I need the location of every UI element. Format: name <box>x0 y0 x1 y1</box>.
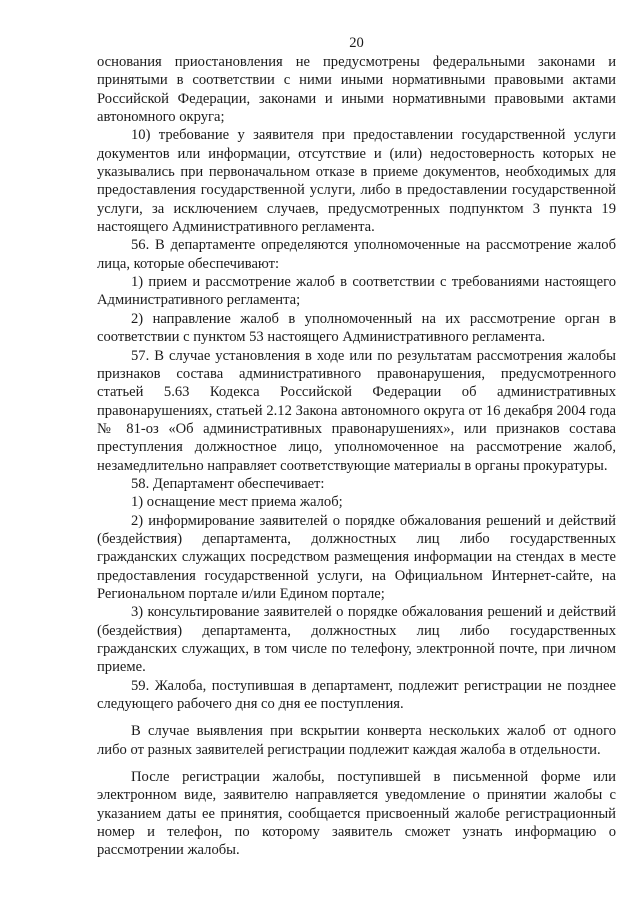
paragraph-56: 56. В департаменте определяются уполномоченные на рассмотрение жалоб лица, которые обеспечивают: <box>97 237 616 272</box>
paragraph-item-10: 10) требование у заявителя при предоставлении государственной услуги документов или информации, отсутствие и (или) недостоверность которых не указывались при первоначальном отказе в приеме документов, необходимых для предоставления государственной услуги, либо в предоставлении государственной услуги, за исключением случаев, предусмотренных подпунктом 3 пункта 19 настоящего Административного регламента. <box>97 127 616 236</box>
page-number: 20 <box>349 35 364 51</box>
paragraph-59-multiple-complaints: В случае выявления при вскрытии конверта нескольких жалоб от одного либо от разных заявителей регистрации подлежит каждая жалоба в отдельности. <box>97 723 616 758</box>
paragraph-59: 59. Жалоба, поступившая в департамент, подлежит регистрации не позднее следующего рабочего дня со дня ее поступления. <box>97 677 616 713</box>
paragraph-58-item-1: 1) оснащение мест приема жалоб; <box>131 494 343 511</box>
paragraph-59-notification: После регистрации жалобы, поступившей в письменной форме или электронном виде, заявителю направляется уведомление о принятии жалобы с указанием даты ее принятия, сообщается присвоенный жалобе регистрационный номер и телефон, по которому заявитель сможет узнать информацию о рассмотрении жалобы. <box>97 769 616 859</box>
paragraph-56-item-1: 1) прием и рассмотрение жалоб в соответствии с требованиями настоящего Административного регламента; <box>97 274 616 309</box>
paragraph-56-item-2: 2) направление жалоб в уполномоченный на их рассмотрение орган в соответствии с пунктом 53 настоящего Административного регламента. <box>97 310 616 346</box>
paragraph-57: 57. В случае установления в ходе или по результатам рассмотрения жалобы признаков состава административного правонарушения, предусмотренного статьей 5.63 Кодекса Российской Федерации об административных правонарушениях, статьей 2.12 Закона автономного округа от 16 декабря 2004 года № 81-оз «Об административных правонарушениях», или признаков состава преступления должностное лицо, уполномоченное на рассмотрение жалоб, незамедлительно направляет соответствующие материалы в органы прокуратуры. <box>97 347 616 474</box>
paragraph-58-item-3: 3) консультирование заявителей о порядке обжалования решений и действий (бездействия) департамента, должностных лиц либо государственных гражданских служащих, в том числе по телефону, электронной почте, при личном приеме. <box>97 604 616 676</box>
paragraph-58-item-2: 2) информирование заявителей о порядке обжалования решений и действий (бездействия) департамента, должностных лиц либо государственных гражданских служащих посредством размещения информации на стендах в месте предоставления государственной услуги, на Официальном Интернет-сайте, на Региональном портале и/или Едином портале; <box>97 512 616 602</box>
document-page <box>97 34 616 860</box>
paragraph-continuation: основания приостановления не предусмотрены федеральными законами и принятыми в соответствии с ними иными нормативными правовыми актами Российской Федерации, законами и иными нормативными правовыми актами автономного округа; <box>97 54 616 126</box>
paragraph-58: 58. Департамент обеспечивает: <box>131 475 325 492</box>
